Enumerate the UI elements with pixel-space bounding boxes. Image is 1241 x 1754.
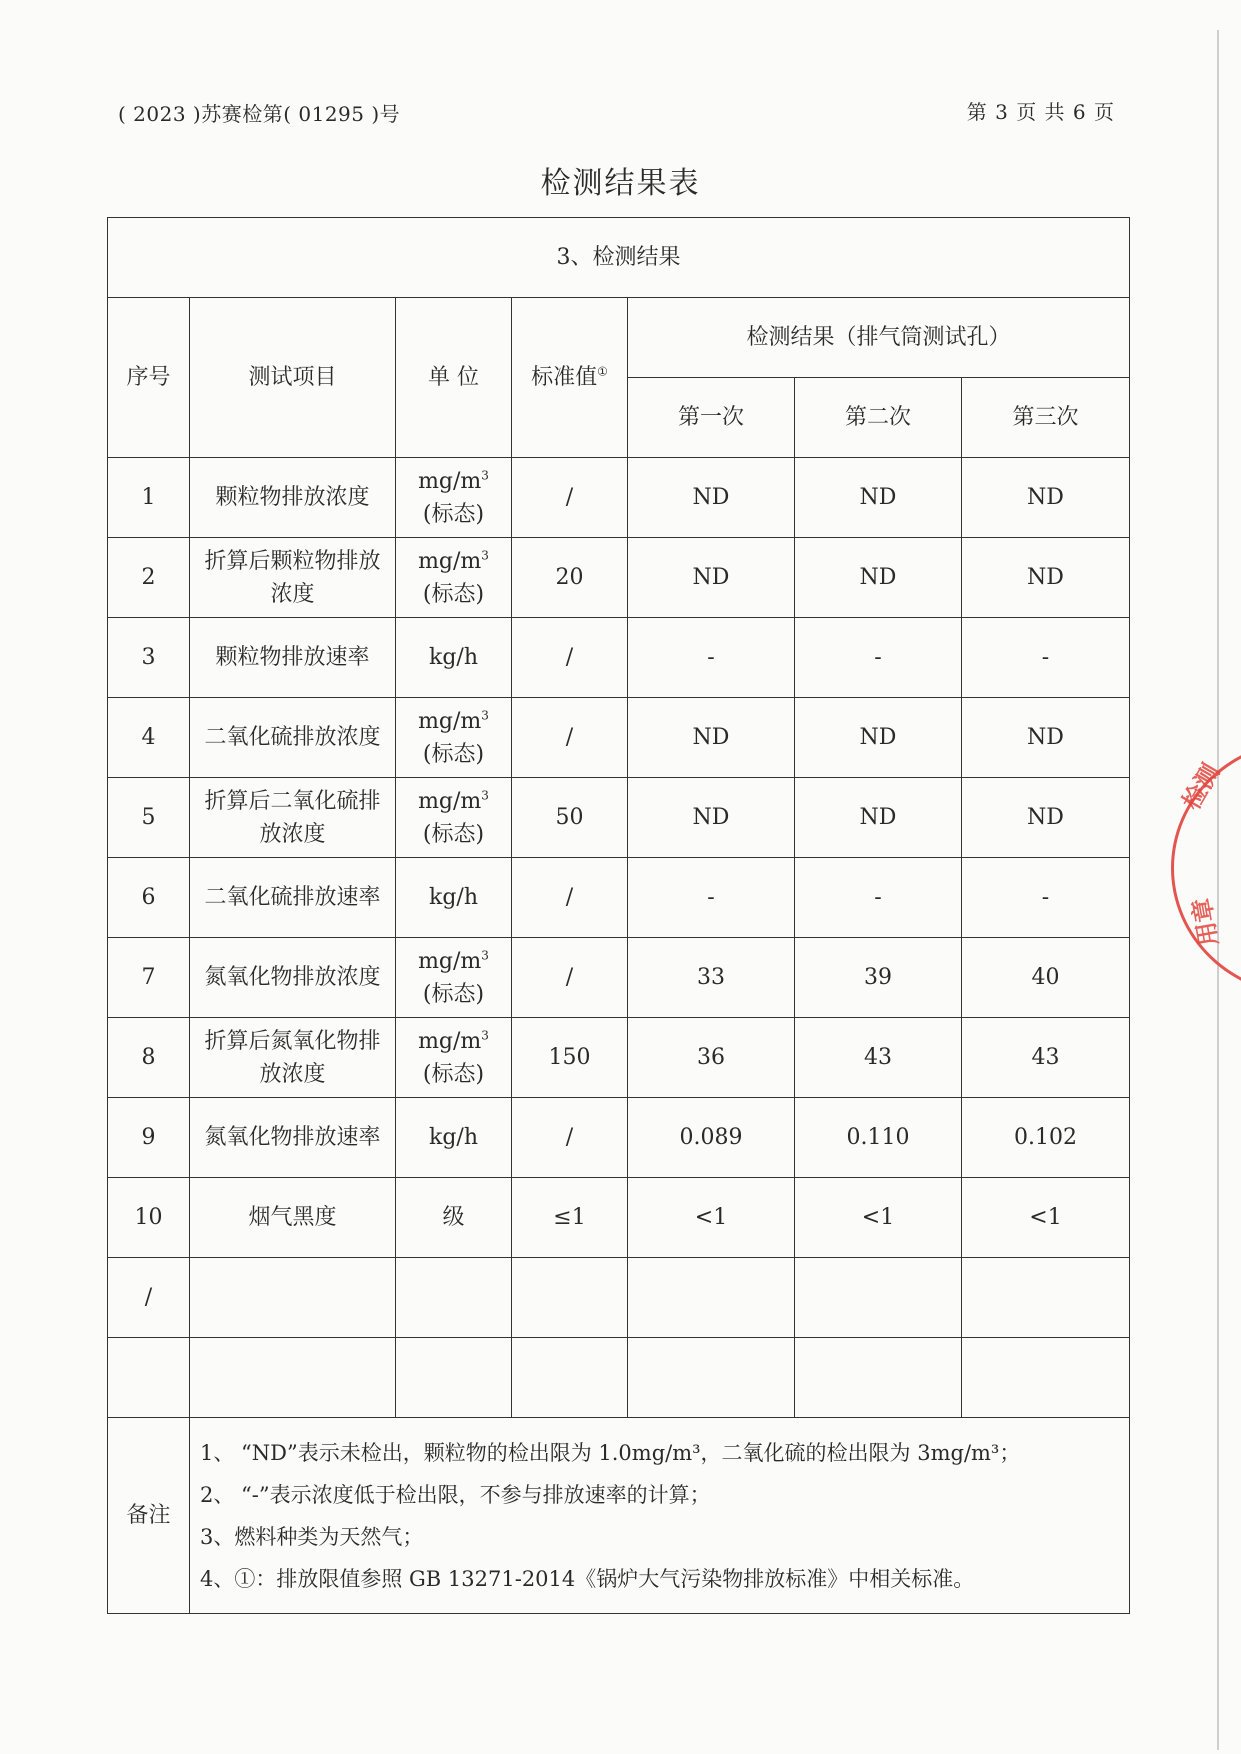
header-standard <box>512 298 628 458</box>
cell-result-2 <box>795 1258 962 1338</box>
cell-unit <box>396 1258 512 1338</box>
table-row <box>108 1338 1130 1418</box>
note-1: 1、 “ND”表示未检出，颗粒物的检出限为 1.0mg/m³，二氧化硫的检出限为 3mg/m³； <box>200 1440 1021 1465</box>
cell-item: 氮氧化物排放速率 <box>190 1098 396 1178</box>
header-third: 第三次 <box>962 378 1130 458</box>
cell-standard <box>512 1258 628 1338</box>
cell-result-1: ND <box>628 538 795 618</box>
cell-unit <box>396 538 512 618</box>
unit-condition: (标态) <box>422 981 485 1007</box>
unit-condition: (标态) <box>422 501 485 527</box>
cell-result-2: 0.110 <box>795 1098 962 1178</box>
cell-item: 烟气黑度 <box>190 1178 396 1258</box>
cell-item: 折算后颗粒物排放浓度 <box>190 538 396 618</box>
cell-result-3: <1 <box>962 1178 1130 1258</box>
unit-condition: (标态) <box>422 821 485 847</box>
cell-result-2: - <box>795 618 962 698</box>
cell-standard: / <box>512 698 628 778</box>
cell-item: 二氧化硫排放速率 <box>190 858 396 938</box>
results-body <box>108 458 1130 1418</box>
unit-main: kg/h <box>429 1125 478 1150</box>
header-unit: 单 位 <box>396 298 512 458</box>
unit-superscript: 3 <box>481 548 489 563</box>
table-row <box>108 458 1130 538</box>
notes-label: 备注 <box>108 1418 190 1614</box>
cell-result-3: 0.102 <box>962 1098 1130 1178</box>
unit-condition: (标态) <box>422 581 485 607</box>
cell-unit <box>396 1178 512 1258</box>
cell-unit <box>396 1338 512 1418</box>
cell-result-3: ND <box>962 458 1130 538</box>
cell-seq: 3 <box>108 618 190 698</box>
section-title: 3、检测结果 <box>108 218 1130 298</box>
seal-text-bottom: 用章 <box>1186 895 1224 949</box>
cell-seq: 1 <box>108 458 190 538</box>
unit-main: mg/m <box>418 788 482 814</box>
table-row <box>108 778 1130 858</box>
header-row-1 <box>108 298 1130 378</box>
cell-seq: 6 <box>108 858 190 938</box>
table-row <box>108 618 1130 698</box>
cell-result-2: ND <box>795 778 962 858</box>
page-title: 检测结果表 <box>540 166 701 201</box>
unit-condition: (标态) <box>422 741 485 767</box>
cell-standard: ≤1 <box>512 1178 628 1258</box>
cell-standard: / <box>512 938 628 1018</box>
cell-result-2: - <box>795 858 962 938</box>
header-first: 第一次 <box>628 378 795 458</box>
cell-seq: 5 <box>108 778 190 858</box>
cell-standard: / <box>512 458 628 538</box>
cell-unit <box>396 1018 512 1098</box>
header-standard-label: 标准值 <box>531 365 598 390</box>
cell-seq <box>108 1338 190 1418</box>
cell-unit <box>396 938 512 1018</box>
cell-result-2: 39 <box>795 938 962 1018</box>
cell-unit <box>396 1098 512 1178</box>
section-row <box>108 218 1130 298</box>
header-results-group: 检测结果（排气筒测试孔） <box>628 298 1130 378</box>
cell-item: 折算后二氧化硫排放浓度 <box>190 778 396 858</box>
table-row <box>108 538 1130 618</box>
cell-unit <box>396 858 512 938</box>
cell-item: 氮氧化物排放浓度 <box>190 938 396 1018</box>
cell-result-3: 43 <box>962 1018 1130 1098</box>
cell-unit <box>396 458 512 538</box>
table-row <box>108 1018 1130 1098</box>
cell-result-1: ND <box>628 778 795 858</box>
cell-result-1 <box>628 1338 795 1418</box>
page-info: 第 3 页 共 6 页 <box>966 100 1115 124</box>
cell-item: 颗粒物排放速率 <box>190 618 396 698</box>
cell-result-1: ND <box>628 698 795 778</box>
cell-result-1: ND <box>628 458 795 538</box>
cell-item <box>190 1338 396 1418</box>
red-seal-stamp <box>1171 740 1241 990</box>
results-table <box>107 217 1130 1614</box>
unit-main: 级 <box>442 1205 465 1230</box>
cell-seq: / <box>108 1258 190 1338</box>
table-row <box>108 1178 1130 1258</box>
cell-standard: 50 <box>512 778 628 858</box>
cell-standard <box>512 1338 628 1418</box>
seal-text-top: 检测 <box>1176 758 1226 815</box>
note-2: 2、 “-”表示浓度低于检出限，不参与排放速率的计算； <box>200 1482 711 1507</box>
unit-main: mg/m <box>418 708 482 734</box>
table-row <box>108 1258 1130 1338</box>
header-item: 测试项目 <box>190 298 396 458</box>
notes-row <box>108 1418 1130 1614</box>
note-4: 4、①：排放限值参照 GB 13271-2014《锅炉大气污染物排放标准》中相关标准。 <box>200 1566 975 1591</box>
header-second: 第二次 <box>795 378 962 458</box>
cell-result-3 <box>962 1338 1130 1418</box>
cell-result-2 <box>795 1338 962 1418</box>
unit-superscript: 3 <box>481 788 489 803</box>
cell-item: 折算后氮氧化物排放浓度 <box>190 1018 396 1098</box>
cell-standard: / <box>512 1098 628 1178</box>
unit-superscript: 3 <box>481 468 489 483</box>
cell-result-3: ND <box>962 778 1130 858</box>
unit-main: mg/m <box>418 948 482 974</box>
cell-seq: 4 <box>108 698 190 778</box>
unit-main: kg/h <box>429 645 478 670</box>
table-row <box>108 698 1130 778</box>
unit-superscript: 3 <box>481 708 489 723</box>
cell-result-1 <box>628 1258 795 1338</box>
cell-seq: 7 <box>108 938 190 1018</box>
cell-item: 颗粒物排放浓度 <box>190 458 396 538</box>
header-seq: 序号 <box>108 298 190 458</box>
unit-superscript: 3 <box>481 1028 489 1043</box>
table-row <box>108 858 1130 938</box>
cell-standard: 150 <box>512 1018 628 1098</box>
header-standard-mark: ① <box>597 364 608 379</box>
unit-superscript: 3 <box>481 948 489 963</box>
cell-seq: 10 <box>108 1178 190 1258</box>
unit-main: kg/h <box>429 885 478 910</box>
cell-unit <box>396 618 512 698</box>
cell-result-1: 36 <box>628 1018 795 1098</box>
cell-seq: 8 <box>108 1018 190 1098</box>
notes-content <box>190 1418 1130 1614</box>
cell-result-3: - <box>962 858 1130 938</box>
cell-item: 二氧化硫排放浓度 <box>190 698 396 778</box>
cell-seq: 2 <box>108 538 190 618</box>
cell-result-2: 43 <box>795 1018 962 1098</box>
cell-result-3: ND <box>962 538 1130 618</box>
note-3: 3、燃料种类为天然气； <box>200 1524 424 1549</box>
cell-result-1: - <box>628 618 795 698</box>
cell-result-1: 33 <box>628 938 795 1018</box>
cell-standard: 20 <box>512 538 628 618</box>
cell-result-3: - <box>962 618 1130 698</box>
cell-item <box>190 1258 396 1338</box>
cell-result-2: <1 <box>795 1178 962 1258</box>
cell-seq: 9 <box>108 1098 190 1178</box>
unit-main: mg/m <box>418 468 482 494</box>
cell-unit <box>396 698 512 778</box>
report-number: ( 2023 )苏赛检第( 01295 )号 <box>118 102 401 126</box>
cell-result-1: 0.089 <box>628 1098 795 1178</box>
unit-main: mg/m <box>418 548 482 574</box>
cell-result-1: <1 <box>628 1178 795 1258</box>
cell-result-2: ND <box>795 538 962 618</box>
cell-standard: / <box>512 858 628 938</box>
table-row <box>108 938 1130 1018</box>
cell-result-3 <box>962 1258 1130 1338</box>
unit-condition: (标态) <box>422 1061 485 1087</box>
unit-main: mg/m <box>418 1028 482 1054</box>
cell-result-2: ND <box>795 458 962 538</box>
cell-result-3: ND <box>962 698 1130 778</box>
cell-result-3: 40 <box>962 938 1130 1018</box>
cell-standard: / <box>512 618 628 698</box>
cell-unit <box>396 778 512 858</box>
cell-result-2: ND <box>795 698 962 778</box>
cell-result-1: - <box>628 858 795 938</box>
table-row <box>108 1098 1130 1178</box>
